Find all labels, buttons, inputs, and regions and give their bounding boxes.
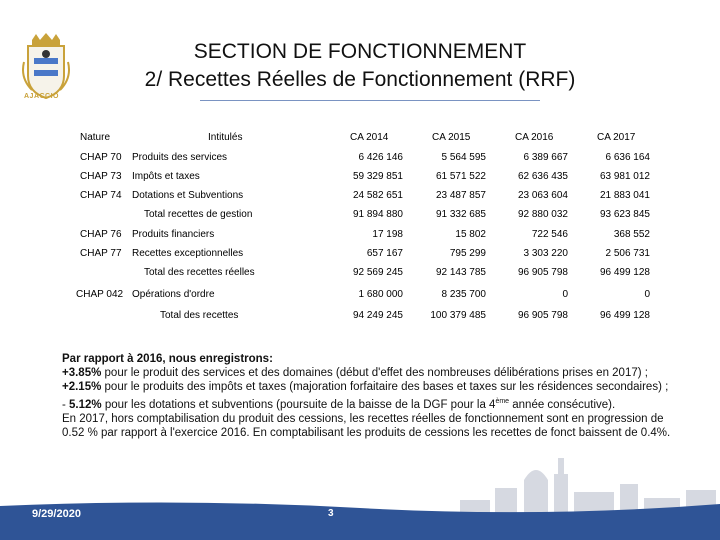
table-row bbox=[68, 246, 658, 262]
commentary-line-summary: En 2017, hors comptabilisation du produit des cessions, les recettes réelles de fonctionnement sont en progression de 0.52 % par rapport à l'exercice 2016. En comptabilisant les produits de cessions les recettes de fonct baissent de 0.4%. bbox=[62, 412, 671, 439]
commentary-line-dotations bbox=[62, 395, 682, 412]
logo-caption: AJACCIO bbox=[24, 93, 60, 100]
row-value: 795 299 bbox=[449, 248, 486, 259]
table-row-total bbox=[68, 308, 658, 324]
row-value: 15 802 bbox=[455, 229, 486, 240]
row-label: Opérations d'ordre bbox=[132, 289, 215, 300]
row-value: 96 499 128 bbox=[599, 267, 650, 278]
header-ca2017: CA 2017 bbox=[597, 132, 636, 143]
commentary-heading: Par rapport à 2016, nous enregistrons: bbox=[62, 353, 273, 365]
row-label: Produits des services bbox=[132, 152, 228, 163]
commentary bbox=[62, 352, 682, 440]
row-label: Dotations et Subventions bbox=[132, 190, 244, 201]
row-value: 2 506 731 bbox=[605, 248, 650, 259]
row-value: 368 552 bbox=[613, 229, 650, 240]
row-value: 0 bbox=[562, 289, 568, 300]
row-value: 3 303 220 bbox=[523, 248, 568, 259]
row-label: Total des recettes réelles bbox=[144, 267, 255, 278]
text-dotations-b: année consécutive). bbox=[509, 398, 616, 411]
row-value: 63 981 012 bbox=[599, 171, 650, 182]
row-nature: CHAP 042 bbox=[76, 289, 124, 300]
row-value: 92 143 785 bbox=[435, 267, 486, 278]
pct-taxes: +2.15% bbox=[62, 381, 102, 394]
row-value: 6 389 667 bbox=[523, 152, 568, 163]
text-services: pour le produit des services et des domaines (début d'effet des nombreuses délibérations prises en 2017) ; bbox=[101, 367, 648, 380]
header-ca2015: CA 2015 bbox=[432, 132, 471, 143]
row-label: Total des recettes bbox=[160, 310, 239, 321]
dash: - bbox=[62, 398, 70, 411]
table-row bbox=[68, 150, 658, 166]
header-nature: Nature bbox=[80, 132, 111, 143]
row-value: 23 487 857 bbox=[435, 190, 486, 201]
row-value: 61 571 522 bbox=[435, 171, 486, 182]
row-nature: CHAP 77 bbox=[80, 248, 122, 259]
page-title: SECTION DE FONCTIONNEMENT bbox=[193, 40, 527, 63]
row-value: 24 582 651 bbox=[352, 190, 403, 201]
row-value: 0 bbox=[644, 289, 650, 300]
row-value: 92 880 032 bbox=[517, 209, 568, 220]
header-intitules: Intitulés bbox=[208, 132, 243, 143]
row-label: Impôts et taxes bbox=[132, 171, 200, 182]
row-value: 96 905 798 bbox=[517, 310, 568, 321]
row-value: 91 894 880 bbox=[352, 209, 403, 220]
row-value: 100 379 485 bbox=[430, 310, 486, 321]
pct-dotations: 5.12% bbox=[69, 398, 102, 411]
table-row bbox=[68, 227, 658, 243]
footer-date: 9/29/2020 bbox=[32, 508, 81, 520]
commentary-line-taxes bbox=[62, 380, 682, 394]
header-ca2016: CA 2016 bbox=[515, 132, 554, 143]
table-header bbox=[68, 130, 658, 146]
row-label: Recettes exceptionnelles bbox=[132, 248, 244, 259]
row-value: 21 883 041 bbox=[599, 190, 650, 201]
page-subtitle: 2/ Recettes Réelles de Fonctionnement (RRF) bbox=[144, 68, 576, 91]
row-label: Total recettes de gestion bbox=[144, 209, 253, 220]
table-row bbox=[68, 169, 658, 185]
row-label: Produits financiers bbox=[132, 229, 215, 240]
table-row-total bbox=[68, 207, 658, 223]
text-dotations-a: pour les dotations et subventions (poursuite de la baisse de la DGF pour la 4 bbox=[101, 398, 496, 411]
row-value: 23 063 604 bbox=[517, 190, 568, 201]
row-value: 8 235 700 bbox=[441, 289, 486, 300]
row-value: 92 569 245 bbox=[352, 267, 403, 278]
commentary-line-services bbox=[62, 366, 682, 380]
row-value: 1 680 000 bbox=[358, 289, 403, 300]
footer-bar bbox=[0, 498, 720, 540]
page-number: 3 bbox=[328, 508, 334, 519]
row-nature: CHAP 74 bbox=[80, 190, 122, 201]
row-value: 17 198 bbox=[372, 229, 403, 240]
row-value: 96 905 798 bbox=[517, 267, 568, 278]
row-value: 6 636 164 bbox=[605, 152, 650, 163]
row-value: 93 623 845 bbox=[599, 209, 650, 220]
row-value: 59 329 851 bbox=[352, 171, 403, 182]
row-value: 96 499 128 bbox=[599, 310, 650, 321]
row-nature: CHAP 70 bbox=[80, 152, 122, 163]
row-value: 722 546 bbox=[531, 229, 568, 240]
header-ca2014: CA 2014 bbox=[350, 132, 389, 143]
row-nature: CHAP 76 bbox=[80, 229, 122, 240]
text-taxes: pour le produits des impôts et taxes (majoration forfaitaire des bases et taxes sur les résidences secondaires) ; bbox=[101, 381, 669, 394]
pct-services: +3.85% bbox=[62, 367, 102, 380]
row-value: 62 636 435 bbox=[517, 171, 568, 182]
row-value: 6 426 146 bbox=[358, 152, 403, 163]
row-value: 5 564 595 bbox=[441, 152, 486, 163]
row-value: 94 249 245 bbox=[352, 310, 403, 321]
row-value: 91 332 685 bbox=[435, 209, 486, 220]
table-row-total bbox=[68, 265, 658, 281]
row-nature: CHAP 73 bbox=[80, 171, 122, 182]
title-divider bbox=[200, 100, 540, 101]
table-row bbox=[68, 188, 658, 204]
table-row bbox=[68, 287, 658, 303]
ordinal-sup: ème bbox=[495, 397, 510, 405]
row-value: 657 167 bbox=[366, 248, 403, 259]
